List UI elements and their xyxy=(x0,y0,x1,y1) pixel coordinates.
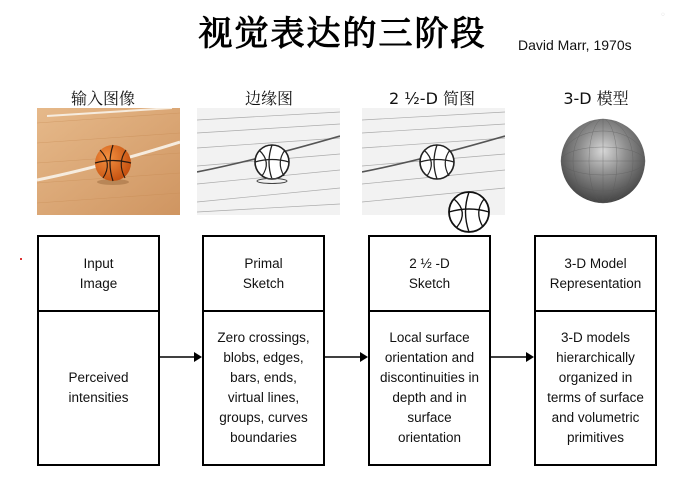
edge-map-sketch xyxy=(197,108,340,215)
basketball-photo xyxy=(37,108,180,215)
depth-image xyxy=(362,108,505,233)
box-head-primal: Primal Sketch xyxy=(204,237,323,312)
box-input-image xyxy=(37,235,160,466)
box-head-3d: 3-D Model Representation xyxy=(536,237,655,312)
stray-dot xyxy=(20,258,22,260)
model-image xyxy=(548,108,658,215)
depth-sketch xyxy=(362,108,505,233)
corner-mark: ◦ xyxy=(660,10,666,21)
box-3d-model xyxy=(534,235,657,466)
input-image xyxy=(37,108,180,215)
box-head-25d: 2 ½ -D Sketch xyxy=(370,237,489,312)
box-body-3d: 3-D models hierarchically organized in terms of surface and volumetric primitives xyxy=(547,330,644,445)
stage-label-3d: 3-D 模型 xyxy=(563,89,629,108)
arrow-right-icon xyxy=(325,350,368,364)
box-25d-sketch xyxy=(368,235,491,466)
arrow-right-icon xyxy=(491,350,534,364)
stage-label-edge: 边缘图 xyxy=(244,89,293,108)
attribution: David Marr, 1970s xyxy=(518,37,632,53)
arrow-right-icon xyxy=(160,350,202,364)
shaded-sphere xyxy=(548,108,658,215)
box-primal-sketch xyxy=(202,235,325,466)
box-body-primal: Zero crossings, blobs, edges, bars, ends, virtual lines, groups, curves boundaries xyxy=(217,330,310,445)
box-body-25d: Local surface orientation and discontinuities in depth and in surface orientation xyxy=(379,330,480,445)
box-head-input: Input Image xyxy=(39,237,158,312)
stage-label-input: 输入图像 xyxy=(70,89,135,108)
page-title: 视觉表达的三阶段 xyxy=(198,14,487,54)
stage-label-25d: 2 ½-D 简图 xyxy=(389,89,475,108)
edge-image xyxy=(197,108,340,215)
box-body-input: Perceived intensities xyxy=(68,370,129,405)
